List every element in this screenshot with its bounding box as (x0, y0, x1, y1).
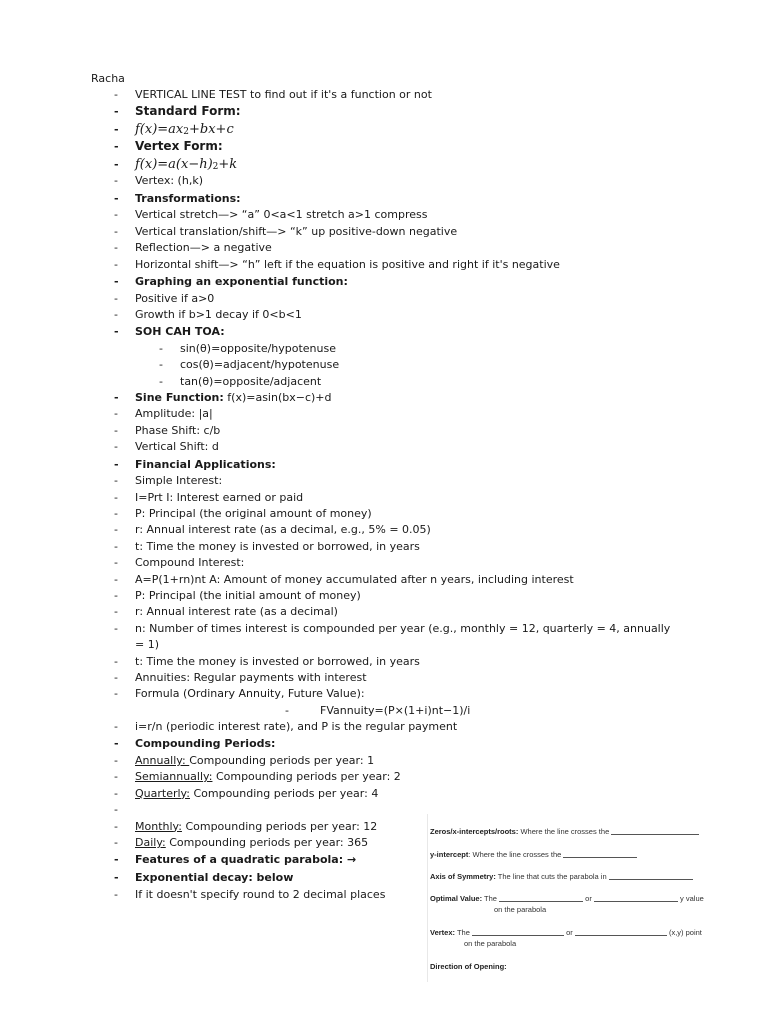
list-item-text: cos(θ)=adjacent/hypotenuse (180, 358, 340, 372)
list-item-underlined-label: Annually: (135, 754, 190, 768)
list-item (0, 621, 768, 637)
list-item (0, 406, 768, 422)
list-item-text: Exponential decay: below (135, 870, 294, 884)
list-item (0, 173, 768, 189)
bullet-marker: - (114, 819, 118, 833)
list-item-text: I=Prt I: Interest earned or paid (135, 490, 304, 504)
list-item-underlined-label: Monthly: (135, 819, 182, 833)
list-item (0, 240, 768, 256)
list-item-bold-label: Sine Function: (135, 391, 224, 405)
list-item-text: Compound Interest: (135, 556, 245, 570)
list-item-text: f(x)=ax2+bx+c (135, 121, 234, 137)
list-item (0, 572, 768, 588)
zeros-blank (611, 826, 699, 835)
bullet-marker: - (114, 88, 118, 101)
list-item-text: Compounding Periods: (135, 737, 276, 751)
list-item (0, 423, 768, 439)
bullet-marker: - (114, 474, 118, 488)
bullet-marker: - (285, 703, 289, 717)
list-item-text: t: Time the money is invested or borrowed, in years (135, 539, 420, 553)
yint-text: : Where the line crosses the (468, 850, 562, 859)
list-item-underlined-label: Daily: (135, 836, 166, 849)
optimal-blank-2 (594, 893, 678, 902)
list-item (0, 138, 768, 156)
list-item (0, 786, 768, 802)
bullet-marker: - (114, 523, 118, 537)
axis-blank (609, 871, 693, 880)
list-item (0, 307, 768, 323)
list-item-underlined-label: Semiannually: (135, 770, 213, 784)
list-item (0, 87, 768, 103)
list-item-text: Vertex: (h,k) (135, 174, 203, 188)
list-item-text: Transformations: (135, 191, 241, 205)
bullet-marker: - (114, 870, 119, 884)
notes-list (0, 87, 768, 903)
bullet-marker: - (114, 687, 118, 701)
bullet-marker: - (114, 174, 118, 188)
list-item (0, 456, 768, 474)
list-item-text: Standard Form: (135, 104, 241, 119)
list-item-rest: Compounding periods per year: 4 (189, 786, 379, 800)
list-item-text: Vertical stretch—> “a” 0<a<1 stretch a>1 compress (135, 208, 428, 222)
bullet-marker: - (114, 457, 119, 471)
list-item-text (135, 753, 374, 769)
optimal-end: y value (680, 894, 704, 903)
list-item-text: Horizontal shift—> “h” left if the equation is positive and right if it's negative (135, 257, 560, 271)
optimal-blank-1 (499, 893, 583, 902)
direction-label: Direction of Opening: (430, 962, 507, 971)
bullet-marker: - (114, 274, 119, 288)
list-item (0, 522, 768, 538)
bullet-marker: - (114, 803, 118, 817)
list-item-text: r: Annual interest rate (as a decimal, e.g., 5% = 0.05) (135, 523, 431, 537)
list-item (0, 654, 768, 670)
bullet-marker: - (114, 770, 118, 784)
list-item (0, 735, 768, 753)
list-item (0, 291, 768, 307)
list-item-text: Formula (Ordinary Annuity, Future Value): (135, 687, 365, 701)
list-item (0, 207, 768, 223)
list-item-underlined-label: Quarterly: (135, 786, 190, 800)
list-item (0, 703, 768, 719)
vertex-or: or (566, 928, 573, 937)
list-item-text: If it doesn't specify round to 2 decimal places (135, 887, 386, 901)
bullet-marker: - (114, 325, 119, 339)
quadratic-features-worksheet (424, 814, 760, 982)
list-item-text: Features of a quadratic parabola: → (135, 853, 357, 867)
list-item-text: Amplitude: |a| (135, 407, 213, 421)
zeros-text: Where the line crosses the (518, 827, 610, 836)
list-item-text: sin(θ)=opposite/hypotenuse (180, 341, 337, 355)
worksheet-yint-line (430, 849, 637, 859)
list-item (0, 190, 768, 208)
bullet-marker: - (114, 241, 118, 255)
yint-blank (563, 849, 637, 858)
bullet-marker: - (114, 105, 119, 119)
list-item (0, 670, 768, 686)
optimal-label: Optimal Value: (430, 894, 483, 903)
worksheet-zeros-line (430, 826, 699, 836)
list-item-text: VERTICAL LINE TEST to find out if it's a function or not (135, 88, 432, 101)
vertex-the: The (455, 928, 470, 937)
bullet-marker: - (114, 224, 118, 238)
list-item (0, 604, 768, 620)
list-item-text (135, 835, 368, 851)
list-item (0, 539, 768, 555)
list-item-text: FVannuity=(P×(1+i)nt−1)/i (320, 703, 471, 717)
list-item-text: P: Principal (the initial amount of money) (135, 588, 361, 602)
bullet-marker: - (114, 440, 118, 454)
list-item-text: SOH CAH TOA: (135, 325, 225, 339)
bullet-marker: - (114, 786, 118, 800)
vertex-label: Vertex: (430, 928, 456, 937)
bullet-marker: - (114, 887, 118, 901)
vertex-end: (x,y) point (668, 928, 702, 937)
vertex-blank-1 (472, 927, 564, 936)
list-item-text: Phase Shift: c/b (135, 423, 221, 437)
list-item-text: tan(θ)=opposite/adjacent (180, 374, 322, 388)
list-item (0, 588, 768, 604)
bullet-marker: - (114, 836, 118, 849)
list-item-text: Positive if a>0 (135, 291, 215, 305)
list-item (0, 273, 768, 291)
list-item (0, 769, 768, 785)
list-item-text (135, 769, 401, 785)
list-item (0, 506, 768, 522)
bullet-marker: - (114, 506, 118, 520)
bullet-marker: - (114, 754, 118, 768)
list-item (0, 753, 768, 769)
list-item (0, 473, 768, 489)
list-item (0, 121, 768, 138)
list-item-text (135, 786, 378, 802)
list-item-text: Vertical translation/shift—> “k” up positive-down negative (135, 224, 458, 238)
list-item-text: Annuities: Regular payments with interest (135, 670, 367, 684)
bullet-marker: - (114, 407, 118, 421)
bullet-marker: - (114, 291, 118, 305)
list-item-text: Vertex Form: (135, 139, 223, 154)
vertex-blank-2 (575, 927, 667, 936)
list-item-text: Vertical Shift: d (135, 440, 219, 454)
list-item (0, 390, 768, 406)
bullet-marker: - (114, 670, 118, 684)
bullet-marker: - (114, 307, 118, 321)
bullet-marker: - (114, 572, 118, 586)
list-item-rest: Compounding periods per year: 1 (189, 754, 375, 768)
worksheet-optimal-line (430, 893, 704, 903)
list-item-text (135, 819, 377, 835)
list-item-rest: f(x)=asin(bx−c)+d (223, 391, 332, 405)
bullet-marker: - (114, 208, 118, 222)
bullet-marker: - (159, 358, 163, 372)
list-item-text: = 1) (135, 638, 160, 652)
list-item (0, 555, 768, 571)
list-item-rest: Compounding periods per year: 2 (212, 770, 401, 784)
worksheet-axis-line (430, 871, 693, 881)
list-item-text: P: Principal (the original amount of money) (135, 506, 372, 520)
bullet-marker: - (114, 157, 119, 171)
bullet-marker: - (114, 588, 118, 602)
list-item (0, 490, 768, 506)
list-item (0, 357, 768, 373)
list-item (0, 103, 768, 121)
list-item-text: f(x)=a(x−h)2+k (135, 156, 238, 172)
list-item-text: Financial Applications: (135, 457, 276, 471)
worksheet-vertex-line-2: on the parabola (464, 939, 517, 948)
yint-label: y-intercept (430, 850, 469, 859)
list-item-text: n: Number of times interest is compounded per year (e.g., monthly = 12, quarterly = 4, annually (135, 621, 671, 635)
axis-text: The line that cuts the parabola in (495, 872, 607, 881)
list-item-text: i=r/n (periodic interest rate), and P is the regular payment (135, 720, 458, 734)
list-item (0, 224, 768, 240)
bullet-marker: - (114, 191, 119, 205)
bullet-marker: - (114, 654, 118, 668)
list-item (0, 719, 768, 735)
list-item (0, 637, 768, 653)
list-item-text: Graphing an exponential function: (135, 274, 348, 288)
list-item (0, 257, 768, 273)
bullet-marker: - (114, 257, 118, 271)
bullet-marker: - (114, 140, 119, 154)
bullet-marker: - (114, 539, 118, 553)
list-item-text: Reflection—> a negative (135, 241, 272, 255)
list-item-text: t: Time the money is invested or borrowed, in years (135, 654, 420, 668)
bullet-marker: - (114, 122, 119, 136)
worksheet-optimal-line-2: on the parabola (494, 905, 547, 914)
optimal-or: or (585, 894, 592, 903)
list-item-text (135, 390, 332, 406)
list-item-text: Growth if b>1 decay if 0<b<1 (135, 307, 302, 321)
list-item-rest: Compounding periods per year: 365 (165, 836, 369, 849)
list-item (0, 156, 768, 173)
list-item (0, 341, 768, 357)
bullet-marker: - (114, 621, 118, 635)
worksheet-direction-line (430, 962, 507, 971)
bullet-marker: - (159, 374, 163, 388)
list-item (0, 686, 768, 702)
list-item-text: A=P(1+rn)nt A: Amount of money accumulated after n years, including interest (135, 572, 574, 586)
list-item (0, 323, 768, 341)
worksheet-vertex-line (430, 927, 702, 937)
list-item-text: Simple Interest: (135, 474, 223, 488)
author-name: Racha (91, 72, 125, 85)
worksheet-edge (427, 814, 428, 982)
list-item (0, 374, 768, 390)
bullet-marker: - (114, 391, 119, 405)
zeros-label: Zeros/x-intercepts/roots: (430, 827, 519, 836)
bullet-marker: - (114, 853, 119, 867)
optimal-the: The (482, 894, 497, 903)
bullet-marker: - (114, 605, 118, 619)
bullet-marker: - (114, 556, 118, 570)
list-item-text: r: Annual interest rate (as a decimal) (135, 605, 338, 619)
axis-label: Axis of Symmetry: (430, 872, 496, 881)
bullet-marker: - (114, 423, 118, 437)
list-item-rest: Compounding periods per year: 12 (181, 819, 378, 833)
bullet-marker: - (114, 720, 118, 734)
bullet-marker: - (159, 341, 163, 355)
list-item (0, 439, 768, 455)
bullet-marker: - (114, 490, 118, 504)
bullet-marker: - (114, 737, 119, 751)
